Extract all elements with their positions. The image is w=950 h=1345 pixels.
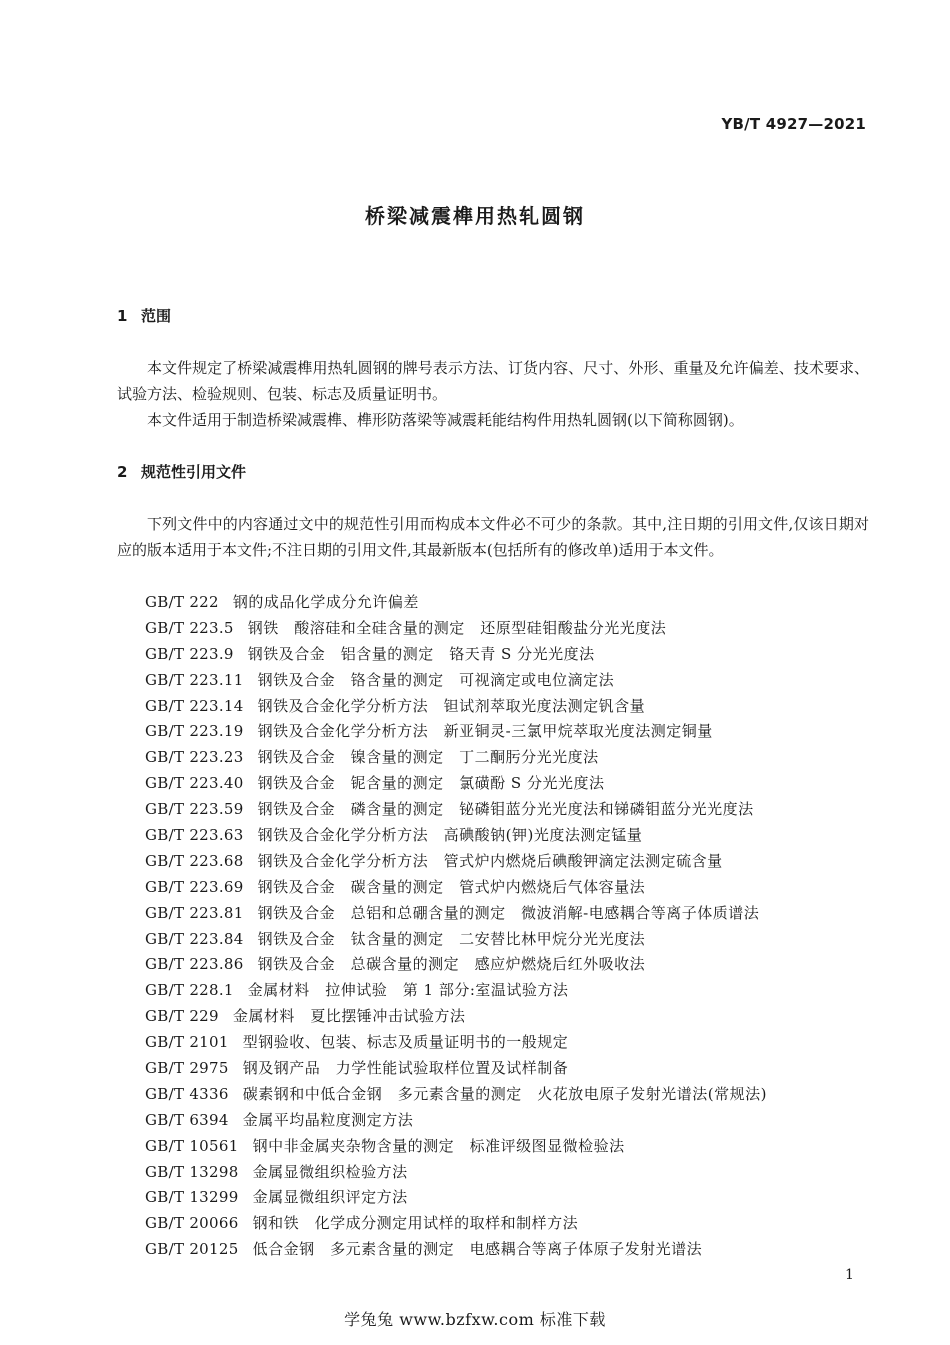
reference-item [145,1004,767,1030]
reference-code: GB/T 223.40 [145,774,244,793]
reference-item [145,668,767,694]
reference-code: GB/T 223.69 [145,877,244,896]
reference-item [145,1134,767,1160]
reference-item [145,797,767,823]
reference-title: 钢铁及合金 磷含量的测定 铋磷钼蓝分光光度法和锑磷钼蓝分光光度法 [257,800,754,819]
document-title: 桥梁减震榫用热轧圆钢 [365,204,585,228]
reference-code: GB/T 223.86 [145,955,244,974]
reference-item [145,978,767,1004]
reference-code: GB/T 223.14 [145,696,244,715]
reference-item [145,719,767,745]
reference-title: 金属显微组织评定方法 [252,1188,408,1207]
reference-item [145,616,767,642]
reference-item [145,901,767,927]
reference-title: 金属材料 拉伸试验 第 1 部分:室温试验方法 [247,981,569,1000]
reference-item [145,1030,767,1056]
reference-code: GB/T 20066 [145,1214,239,1233]
reference-item [145,1082,767,1108]
reference-item [145,1056,767,1082]
reference-item [145,1160,767,1186]
reference-title: 钢铁及合金 铝含量的测定 铬天青 S 分光光度法 [247,644,595,663]
page-number: 1 [845,1267,854,1283]
section-number: 1 [117,307,128,325]
reference-code: GB/T 20125 [145,1240,239,1259]
reference-code: GB/T 13299 [145,1188,239,1207]
reference-title: 钢铁及合金化学分析方法 高碘酸钠(钾)光度法测定锰量 [257,826,643,845]
reference-title: 钢和铁 化学成分测定用试样的取样和制样方法 [252,1214,579,1233]
reference-title: 钢中非金属夹杂物含量的测定 标准评级图显微检验法 [252,1136,625,1155]
reference-code: GB/T 223.63 [145,826,244,845]
reference-title: 钢铁及合金化学分析方法 管式炉内燃烧后碘酸钾滴定法测定硫含量 [257,851,723,870]
reference-list [145,590,767,1263]
reference-title: 钢铁及合金 钛含量的测定 二安替比林甲烷分光光度法 [257,929,646,948]
reference-item [145,1237,767,1263]
scope-paragraph-2: 本文件适用于制造桥梁减震榫、榫形防落梁等减震耗能结构件用热轧圆钢(以下简称圆钢)。 [147,411,744,429]
section-heading-scope [117,305,171,326]
reference-item [145,1211,767,1237]
reference-code: GB/T 223.19 [145,722,244,741]
section-number: 2 [117,463,128,481]
reference-item [145,823,767,849]
reference-title: 钢及钢产品 力学性能试验取样位置及试样制备 [242,1059,569,1078]
reference-code: GB/T 6394 [145,1110,229,1129]
reference-code: GB/T 13298 [145,1162,239,1181]
reference-title: 型钢验收、包装、标志及质量证明书的一般规定 [242,1033,569,1052]
standard-number: YB/T 4927—2021 [721,115,866,133]
reference-code: GB/T 223.5 [145,618,234,637]
reference-title: 金属平均晶粒度测定方法 [242,1110,414,1129]
reference-code: GB/T 223.9 [145,644,234,663]
reference-title: 低合金钢 多元素含量的测定 电感耦合等离子体原子发射光谱法 [252,1240,703,1259]
footer-watermark: 学兔兔 www.bzfxw.com 标准下载 [344,1310,606,1329]
reference-title: 钢铁及合金 铌含量的测定 氯磺酚 S 分光光度法 [257,774,605,793]
reference-title: 钢的成品化学成分允许偏差 [232,593,419,611]
reference-item [145,952,767,978]
reference-item [145,771,767,797]
reference-title: 钢铁及合金 碳含量的测定 管式炉内燃烧后气体容量法 [257,877,646,896]
reference-code: GB/T 4336 [145,1084,229,1103]
reference-code: GB/T 223.11 [145,670,244,689]
reference-title: 金属显微组织检验方法 [252,1162,408,1181]
reference-code: GB/T 223.23 [145,748,244,767]
reference-code: GB/T 222 [145,593,219,611]
reference-code: GB/T 10561 [145,1136,239,1155]
reference-item [145,1185,767,1211]
reference-title: 钢铁及合金化学分析方法 新亚铜灵-三氯甲烷萃取光度法测定铜量 [257,722,713,741]
reference-code: GB/T 2975 [145,1059,229,1078]
reference-item [145,694,767,720]
reference-item [145,849,767,875]
reference-title: 钢铁及合金 总碳含量的测定 感应炉燃烧后红外吸收法 [257,955,646,974]
section-heading-normative-references [117,461,246,482]
reference-title: 钢铁及合金 总铝和总硼含量的测定 微波消解-电感耦合等离子体质谱法 [257,903,760,922]
reference-item [145,590,767,616]
reference-title: 碳素钢和中低合金钢 多元素含量的测定 火花放电原子发射光谱法(常规法) [242,1084,767,1103]
reference-title: 钢铁及合金 铬含量的测定 可视滴定或电位滴定法 [257,670,615,689]
reference-code: GB/T 223.84 [145,929,244,948]
reference-item [145,745,767,771]
section-title: 规范性引用文件 [141,463,247,481]
reference-title: 金属材料 夏比摆锤冲击试验方法 [232,1007,466,1026]
references-intro-paragraph: 下列文件中的内容通过文中的规范性引用而构成本文件必不可少的条款。其中,注日期的引用文件,仅该日期对应的版本适用于本文件;不注日期的引用文件,其最新版本(包括所有的修改单)适用于本文件。 [117,515,869,559]
section-title: 范围 [141,307,172,325]
reference-item [145,875,767,901]
reference-title: 钢铁及合金 镍含量的测定 丁二酮肟分光光度法 [257,748,599,767]
reference-code: GB/T 223.81 [145,903,244,922]
reference-title: 钢铁 酸溶硅和全硅含量的测定 还原型硅钼酸盐分光光度法 [247,618,667,637]
reference-code: GB/T 2101 [145,1033,229,1052]
reference-code: GB/T 223.59 [145,800,244,819]
reference-title: 钢铁及合金化学分析方法 钽试剂萃取光度法测定钒含量 [257,696,646,715]
reference-item [145,927,767,953]
reference-code: GB/T 228.1 [145,981,234,1000]
reference-item [145,1108,767,1134]
scope-paragraph-1: 本文件规定了桥梁减震榫用热轧圆钢的牌号表示方法、订货内容、尺寸、外形、重量及允许偏差、技术要求、试验方法、检验规则、包装、标志及质量证明书。 [117,359,869,403]
reference-item [145,642,767,668]
reference-code: GB/T 223.68 [145,851,244,870]
reference-code: GB/T 229 [145,1007,219,1026]
